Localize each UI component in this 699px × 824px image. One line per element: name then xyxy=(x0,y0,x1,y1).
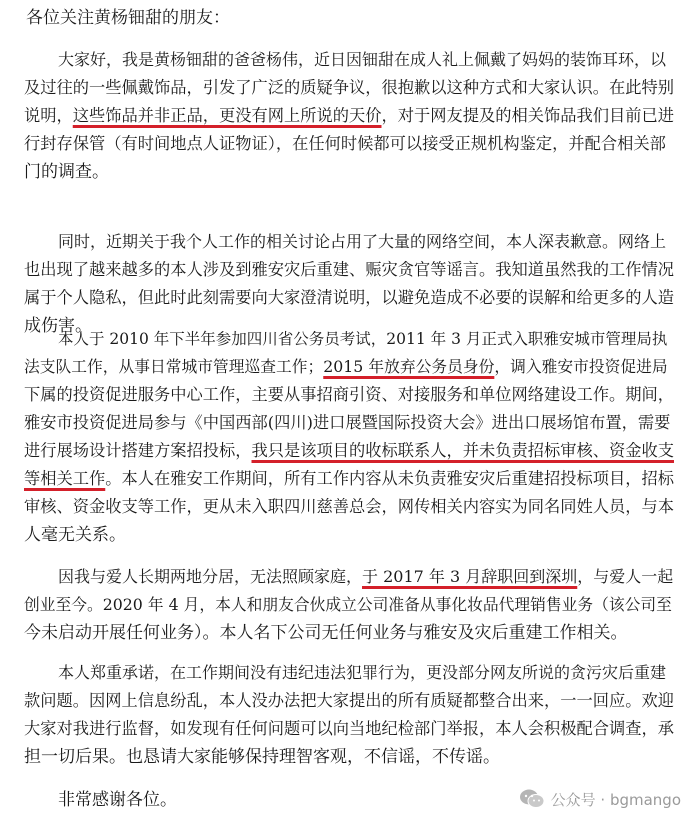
text-segment: ，调入雅安市投资促进局 xyxy=(494,357,668,376)
highlighted-text: 等相关工作 xyxy=(24,469,106,488)
text-segment: 同时，近期关于我个人工作的相关讨论占用了大量的网络空间，本人深表歉意。网络上 xyxy=(58,232,667,251)
text-line xyxy=(24,619,675,647)
text-line xyxy=(24,102,675,130)
paragraph-3 xyxy=(24,325,675,549)
watermark xyxy=(519,788,681,810)
closing-line: 非常感谢各位。 xyxy=(58,790,177,810)
text-segment: ，与爱人一起 xyxy=(577,567,674,586)
highlighted-text: 这些饰品并非正品，更没有网上所说的天价 xyxy=(72,106,382,125)
text-segment: 门的调查。 xyxy=(24,162,109,182)
text-line xyxy=(24,158,675,186)
text-segment: 今未启动开展任何业务）。本人名下公司无任何业务与雅安及灾后重建工作相关。 xyxy=(24,623,628,643)
text-segment: ，对于网友提及的相关饰品我们目前已进 xyxy=(381,106,674,125)
paragraph-1 xyxy=(24,46,675,186)
text-segment: 大家对我进行监督，如发现有任何问题可以向当地纪检部门举报，本人会积极配合调查，承 xyxy=(24,719,674,738)
text-segment: 本人郑重承诺，在工作期间没有违纪违法犯罪行为，更没部分网友所说的贪污灾后重建 xyxy=(58,663,667,682)
paragraph-4 xyxy=(24,563,675,647)
text-segment: 。本人在雅安工作期间，所有工作内容从未负责雅安灾后重建招投标项目，招标 xyxy=(105,469,674,488)
text-segment: 成伤害。 xyxy=(24,316,92,336)
text-line xyxy=(24,437,675,465)
text-segment: 本人于 2010 年下半年参加四川省公务员考试，2011 年 3 月正式入职雅安城市管理局执 xyxy=(58,330,668,348)
text-segment: 审核、资金收支等工作，更从未入职四川慈善总会，网传相关内容实为同名同姓人员，与本 xyxy=(24,497,674,516)
paragraph-5 xyxy=(24,659,675,771)
text-segment: 因我与爱人长期两地分居，无法照顾家庭， xyxy=(58,567,363,586)
text-segment: 属于个人隐私，但此时此刻需要向大家澄清说明，以避免造成不必要的误解和给更多的人造 xyxy=(24,288,674,307)
text-line xyxy=(24,659,675,687)
text-line xyxy=(24,130,675,158)
text-line xyxy=(24,256,675,284)
text-segment: 大家好，我是黄杨钿甜的爸爸杨伟，近日因钿甜在成人礼上佩戴了妈妈的装饰耳环，以 xyxy=(58,50,667,69)
text-line xyxy=(24,381,675,409)
text-segment: 及过往的一些佩戴饰品，引发了广泛的质疑争议，很抱歉以这种方式和大家认识。在此特别 xyxy=(24,78,674,97)
text-segment: 创业至今。2020 年 4 月，本人和朋友合伙成立公司准备从事化妆品代理销售业务（该公司至 xyxy=(24,595,672,614)
text-line xyxy=(24,353,675,381)
text-segment: 进行展场设计搭建方案招投标， xyxy=(24,441,252,460)
text-line xyxy=(24,521,675,549)
text-line xyxy=(24,465,675,493)
highlighted-text: 于 2017 年 3 月辞职回到深圳 xyxy=(362,567,578,586)
text-line xyxy=(24,284,675,312)
text-line xyxy=(24,743,675,771)
text-segment: 法支队工作，从事日常城市管理巡查工作； xyxy=(24,357,324,376)
text-segment: 雅安市投资促进局参与《中国西部(四川)进口展暨国际投资大会》进出口展场馆布置，需要 xyxy=(24,413,671,432)
text-segment: 担一切后果。也恳请大家能够保持理智客观，不信谣，不传谣。 xyxy=(24,747,500,767)
text-line xyxy=(24,325,675,353)
text-segment: 说明， xyxy=(24,106,73,125)
text-segment: 也出现了越来越多的本人涉及到雅安灾后重建、赈灾贪官等谣言。我知道虽然我的工作情况 xyxy=(24,260,674,279)
paragraph-2 xyxy=(24,228,675,340)
text-segment: 行封存保管（有时间地点人证物证），在任何时候都可以接受正规机构鉴定，并配合相关部 xyxy=(24,134,666,153)
text-line xyxy=(24,74,675,102)
highlighted-text: 我只是该项目的收标联系人，并未负责招标审核、资金收支 xyxy=(251,441,674,460)
wechat-icon xyxy=(519,788,545,810)
greeting: 各位关注黄杨钿甜的朋友： xyxy=(26,8,230,28)
text-line xyxy=(24,591,675,619)
text-line xyxy=(24,715,675,743)
watermark-text: 公众号 · bgmango xyxy=(550,790,681,809)
text-line xyxy=(24,563,675,591)
text-line xyxy=(24,409,675,437)
text-segment: 下属的投资促进服务中心工作，主要从事招商引资、对接服务和单位网络建设工作。期间， xyxy=(24,385,674,404)
text-line xyxy=(24,493,675,521)
text-line xyxy=(24,228,675,256)
text-segment: 款问题。因网上信息纷乱，本人没办法把大家提出的所有质疑都整合出来，一一回应。欢迎 xyxy=(24,691,674,710)
text-line xyxy=(24,46,675,74)
text-segment: 人毫无关系。 xyxy=(24,525,126,545)
text-line xyxy=(24,687,675,715)
highlighted-text: 2015 年放弃公务员身份 xyxy=(323,357,495,376)
